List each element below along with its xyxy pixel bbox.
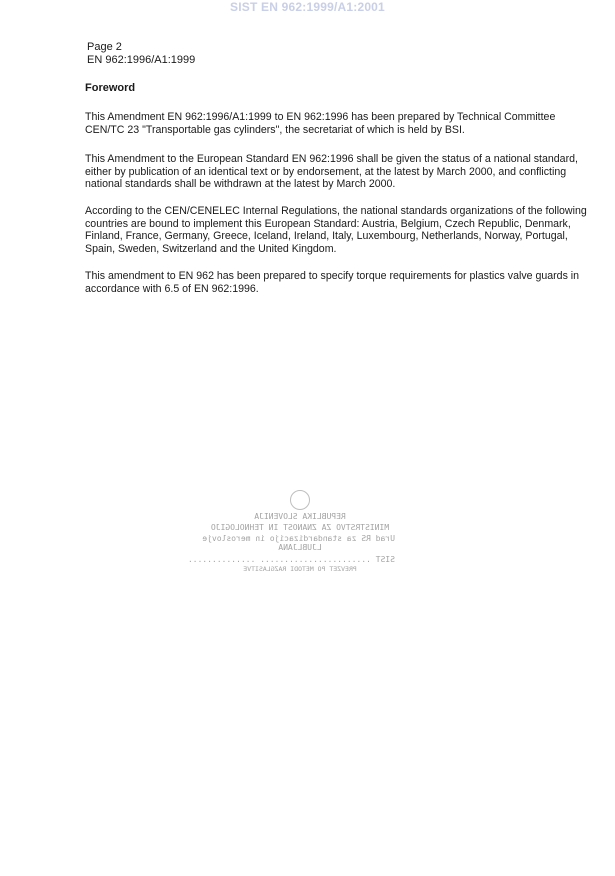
stamp-line: LJUBLJANA [278,543,322,552]
document-watermark: SIST EN 962:1999/A1:2001 [230,0,385,14]
page-number: Page 2 [87,41,122,53]
stamp-line: SIST ....................... .............. [187,555,395,564]
stamp-line: REPUBLIKA SLOVENIJA [254,512,346,521]
page-header [87,41,195,67]
stamp-line: PREVZET PO METODI RAZGLASITVE [243,565,357,573]
standard-reference: EN 962:1996/A1:1999 [87,54,196,66]
official-stamp [187,490,395,573]
foreword-paragraph-2: This Amendment to the European Standard EN 962:1996 shall be given the status of a national standard, either by publication of an identical text or by endorsement, at the latest by March 2000, and conflicting national standards shall be withdrawn at the latest by March 2000. [85,153,578,191]
foreword-paragraph-3: According to the CEN/CENELEC Internal Regulations, the national standards organizations of the following countries are bound to implement this European Standard: Austria, Belgium, Czech Republic, Denmark, Finland, France, Germany, Greece, Iceland, Ireland, Italy, Luxembourg, Netherlands, Norway, Portugal, Spain, Sweden, Switzerland and the United Kingdom. [85,205,587,255]
foreword-heading: Foreword [85,82,136,94]
stamp-line: Urad RS za standardizacijo in meroslovje [202,534,395,543]
foreword-paragraph-4: This amendment to EN 962 has been prepared to specify torque requirements for plastics valve guards in accordance with 6.5 of EN 962:1996. [85,270,580,295]
coat-of-arms-icon [290,490,310,510]
foreword-paragraph-1: This Amendment EN 962:1996/A1:1999 to EN 962:1996 has been prepared by Technical Committee CEN/TC 23 "Transportable gas cylinders", the secretariat of which is held by BSI. [85,111,556,136]
stamp-line: MINISTRSTVO ZA ZNANOST IN TEHNOLOGIJO [210,523,390,532]
